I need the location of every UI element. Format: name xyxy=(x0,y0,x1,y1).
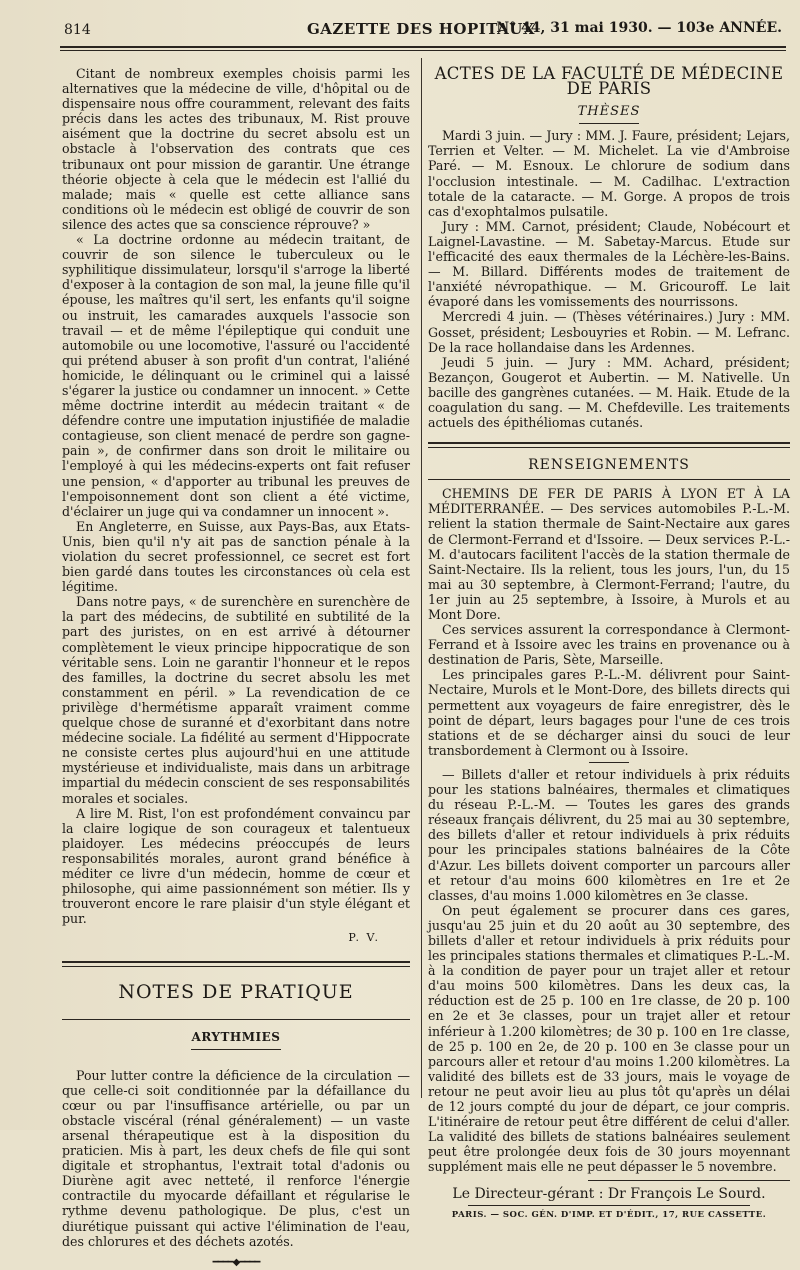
article-paragraph: « La doctrine ordonne au médecin traitant, de couvrir de son silence le tuberculeux ou le syphilitique dissimulateur, lorsqu'il s'arroge la liberté d'exposer à la contagion de son mal, la jeune fille qu'il épouse, les maîtres qu'il sert, les enfants qu'il soigne ou instruit, les camarades auxquels l'associe son travail — et de même l'épileptique qui conduit une automobile ou une locomotive, l'assuré ou l'accidenté qui prétend abuser à son profit d'un contrat, l'aliéné homicide, le délinquant ou le criminel qui a laissé s'égarer la justice ou condamner un innocent. » Cette même doctrine interdit au médecin traitant « de défendre contre une imputation injustifiée de maladie contagieuse, son client menacé de perdre son gagne-pain », de confirmer dans son droit le militaire ou l'employé à qui les médecins-experts ont fait refuser une pension, « d'apporter au tribunal les preuves de l'empoisonnement dont son client a été victime, d'éclairer un juge qui va condamner un innocent ». xyxy=(62,232,410,519)
column-divider xyxy=(421,58,422,1098)
notes-paragraph: Pour lutter contre la déficience de la circulation — que celle-ci soit conditionnée par la défaillance du cœur ou par l'insuffisance artérielle, ou par un obstacle viscéral (rénal généralement) — un vaste arsenal thérapeutique est à la disposition du praticien. Mis à part, les deux chefs de file qui sont digitale et strophantus, l'extrait total d'adonis ou Diurène agit avec netteté, il renforce l'énergie contractile du myocarde défaillant et régularise le rythme devenu pathologique. De plus, c'est un diurétique puissant qui active l'élimination de l'eau, des chlorures et des déchets azotés. xyxy=(62,1067,410,1249)
article-signature: P. V. xyxy=(348,931,380,945)
journal-title: GAZETTE DES HOPITAUX xyxy=(306,20,535,38)
info-paragraph: — Billets d'aller et retour individuels à prix réduits pour les stations balnéaires, thermales et climatiques du réseau P.-L.-M. — Toutes les gares des grands réseaux français délivrent, du 25 mai au 30 septembre, des billets d'aller et retour individuels à prix réduits pour les principales stations balnéaires de la Côte d'Azur. Les billets doivent comporter un parcours aller et retour d'au moins 600 kilomètres en 1re et 2e classes, d'au moins 1.000 kilomètres en 3e classe. xyxy=(428,766,790,903)
notes-title: NOTES DE PRATIQUE xyxy=(118,981,354,1004)
article-paragraph: Citant de nombreux exemples choisis parmi les alternatives que la médecine de ville, d'hôpital ou de dispensaire nous offre couramment, relevant des faits précis dans les actes des tribunaux, M. Rist prouve aisément que la doctrine du secret absolu est un obstacle à l'observation des contrats que ces tribunaux ont pour mission de garantir. Une étrange théorie objecte à cela que le médecin est l'allié du malade; mais « quelle est cette alliance sans conditions où le médecin est obligé de couvrir de son silence des actes que sa conscience réprouve? » xyxy=(62,66,410,232)
printer-line: PARIS. — SOC. GÉN. D'IMP. ET D'ÉDIT., 17, RUE CASSETTE. xyxy=(451,1209,767,1220)
footer-rule xyxy=(588,1180,790,1181)
theses-paragraph: Mardi 3 juin. — Jury : MM. J. Faure, président; Lejars, Terrien et Velter. — M. Michelet. La vie d'Ambroise Paré. — M. Esnoux. Le chlorure de sodium dans l'occlusion intestinale. — M. Cadilhac. L'extraction totale de la cataracte. — M. Gorge. A propos de trois cas d'exophtalmos pulsatile. xyxy=(428,128,790,219)
theses-rule xyxy=(579,123,639,124)
theses-title: THÈSES xyxy=(577,104,641,120)
theses-paragraph: Jury : MM. Carnot, président; Claude, Nobécourt et Laignel-Lavastine. — M. Sabetay-Marcus. Etude sur l'efficacité des eaux thermales de la Léchère-les-Bains. — M. Billard. Différents modes de traitement de l'anxiété névropathique. — M. Gricouroff. Le lait évaporé dans les vomissements des nourrissons. xyxy=(428,218,790,310)
theses-paragraph: Jeudi 5 juin. — Jury : MM. Achard, président; Bezançon, Gougerot et Aubertin. — M. Nativelle. Un bacille des gangrènes cutanées. — M. Haik. Etude de la coagulation du sang. — M. Chefdeville. Les traitements actuels des épithéliomas cutanés. xyxy=(428,354,790,431)
info-title: RENSEIGNEMENTS xyxy=(528,457,690,474)
left-column xyxy=(62,66,410,1270)
page-number: 814 xyxy=(64,22,91,38)
end-flourish: ━━━━◆━━━━ xyxy=(212,1256,260,1268)
subtitle-rule xyxy=(191,1049,281,1050)
director-line: Le Directeur-gérant : Dr François Le Sourd. xyxy=(452,1186,766,1203)
notes-subtitle: ARYTHMIES xyxy=(191,1029,281,1044)
theses-paragraph: Mercredi 4 juin. — (Thèses vétérinaires.) Jury : MM. Gosset, président; Lesbouyries et Robin. — M. Lefranc. De la race hollandaise dans les Ardennes. xyxy=(428,309,790,355)
info-rule xyxy=(589,762,629,763)
right-column xyxy=(428,66,790,1223)
header-rule-thin xyxy=(60,50,786,51)
page-header xyxy=(60,18,782,44)
info-paragraph: Ces services assurent la correspondance à Clermont-Ferrand et à Issoire avec les trains en provenance ou à destination de Paris, Sète, Marseille. xyxy=(428,622,790,668)
acts-title: ACTES DE LA FACULTÉ DE MÉDECINE DE PARIS xyxy=(434,64,784,99)
issue-info: N° 44, 31 mai 1930. — 103e ANNÉE. xyxy=(496,20,782,36)
info-paragraph: CHEMINS DE FER DE PARIS À LYON ET À LA MÉDITERRANÉE. — Des services automobiles P.-L.-M. relient la station thermale de Saint-Nectaire aux gares de Clermont-Ferrand et d'Issoire. — Deux services P.-L.-M. d'autocars facilitent l'accès de la station thermale de Saint-Nectaire. Ils la relient, tous les jours, l'un, du 15 mai au 30 septembre, à Clermont-Ferrand; l'autre, du 1er juin au 25 septembre, à Issoire, à Murols et au Mont Dore. xyxy=(428,486,790,622)
article-paragraph: En Angleterre, en Suisse, aux Pays-Bas, aux Etats-Unis, bien qu'il n'y ait pas de sanction pénale à la violation du secret professionnel, ce secret est fort bien gardé dans toutes les circonstances où cela est légitime. xyxy=(62,518,410,595)
footer-rule-thin xyxy=(468,1205,750,1206)
header-rule xyxy=(60,46,786,48)
article-paragraph: Dans notre pays, « de surenchère en surenchère de la part des médecins, de subtilité en subtilité de la part des juristes, on en est arrivé à détourner complètement le vieux principe hippocratique de son véritable sens. Loin ne garantir l'honneur et le repos des familles, la doctrine du secret absolu les met constamment en péril. » La revendication de ce privilège d'hermétisme apparaît vraiment comme quelque chose de suranné et d'exorbitant dans notre médecine sociale. La fidélité au serment d'Hippocrate ne consiste certes plus aujourd'hui en une attitude mystérieuse et individualiste, mais dans un arbitrage impartial du médecin conscient de ses responsabilités morales et sociales. xyxy=(62,594,410,806)
info-paragraph: On peut également se procurer dans ces gares, jusqu'au 25 juin et du 20 août au 30 septembre, des billets d'aller et retour individuels à prix réduits pour les principales stations thermales et climatiques P.-L.-M. à la condition de payer pour un trajet aller et retour d'au moins 500 kilomètres. Dans les deux cas, la réduction est de 25 p. 100 en 1re classe, de 20 p. 100 en 2e et 3e classes, pour un trajet aller et retour inférieur à 1.200 kilomètres; de 30 p. 100 en 1re classe, de 25 p. 100 en 2e, de 20 p. 100 en 3e classe pour un parcours aller et retour d'au moins 1.200 kilomètres. La validité des billets est de 33 jours, mais le voyage de retour ne peut avoir lieu au plus tôt qu'après un délai de 12 jours compté du jour de départ, ce jour compris. L'itinéraire de retour peut être différent de celui d'aller. La validité des billets de stations balnéaires seulement peut être prolongée deux fois de 30 jours moyennant supplément mais elle ne peut dépasser le 5 novembre. xyxy=(428,902,790,1175)
article-paragraph: A lire M. Rist, l'on est profondément convaincu par la claire logique de son courageux et talentueux plaidoyer. Les médecins préoccupés de leurs responsabilités morales, auront grand bénéfice à méditer ce livre d'un médecin, homme de cœur et philosophe, qui aime passionnément son métier. Ils y trouveront encore le rare plaisir d'un style élégant et pur. xyxy=(62,805,410,927)
info-paragraph: Les principales gares P.-L.-M. délivrent pour Saint-Nectaire, Murols et le Mont-Dore, des billets directs qui permettent aux voyageurs de faire enregistrer, dès le point de départ, leurs bagages pour l'une de ces trois stations et de se décharger ainsi du souci de leur transbordement à Clermont ou à Issoire. xyxy=(428,667,790,758)
